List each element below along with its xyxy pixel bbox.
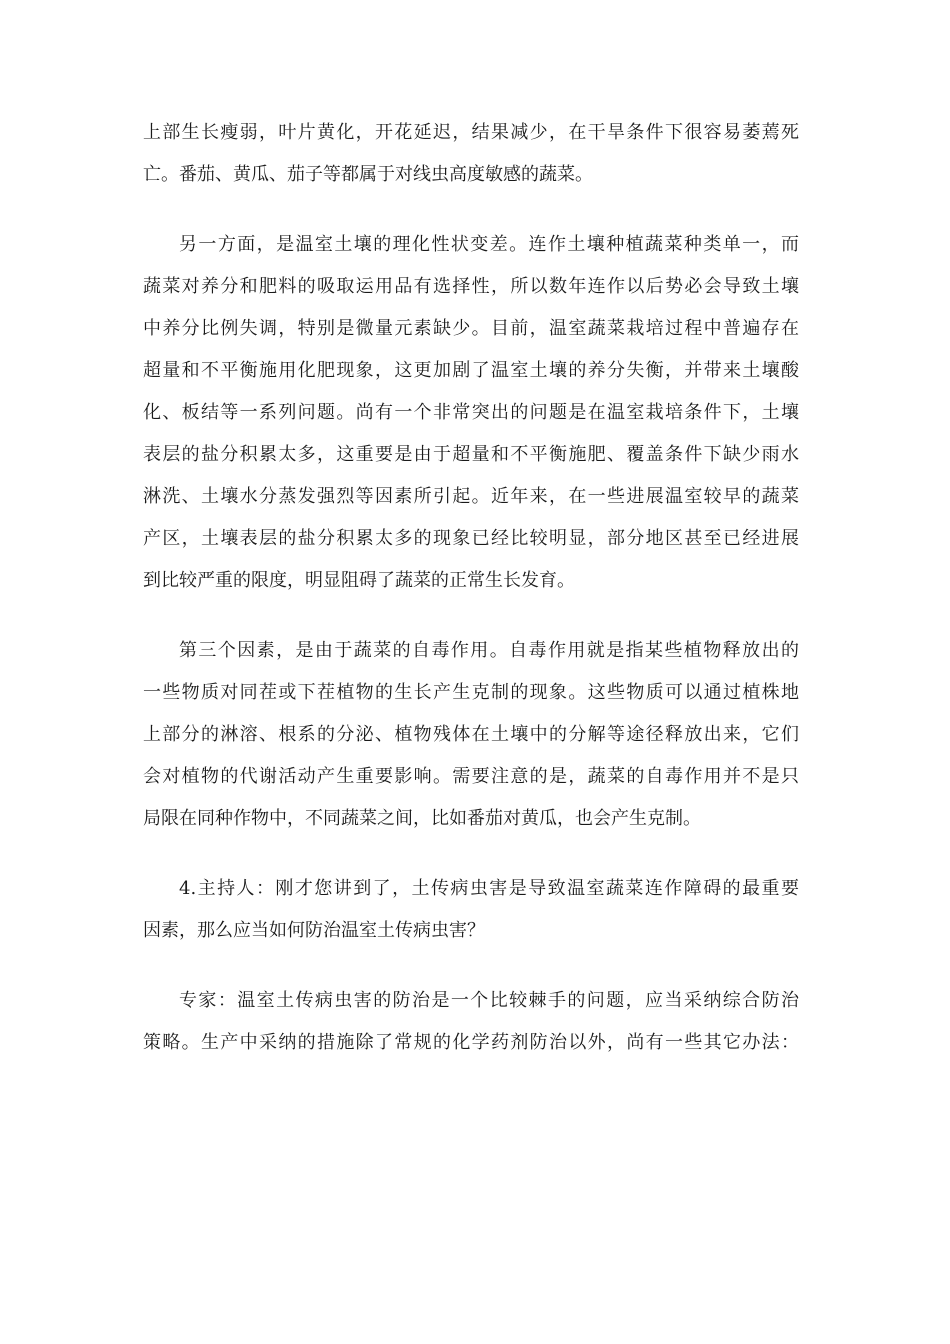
- paragraph-first-line: 另一方面，是温室土壤的理化性状变差。连作土壤种植蔬菜种类单一，而: [179, 234, 799, 255]
- paragraph-first-line: 4.主持人：刚才您讲到了，土传病虫害是导致温室蔬菜连作障碍的最重要: [179, 878, 799, 899]
- text-line: 上部分的淋溶、根系的分泌、植物残体在土壤中的分解等途径释放出来，它们: [143, 724, 799, 745]
- text-line: 淋洗、土壤水分蒸发强烈等因素所引起。近年来，在一些进展温室较早的蔬菜: [143, 486, 799, 507]
- paragraph-first-line: 第三个因素，是由于蔬菜的自毒作用。自毒作用就是指某些植物释放出的: [179, 640, 799, 661]
- text-line: 表层的盐分积累太多，这重要是由于超量和不平衡施肥、覆盖条件下缺少雨水: [143, 444, 799, 465]
- text-line: 中养分比例失调，特别是微量元素缺少。目前，温室蔬菜栽培过程中普遍存在: [143, 318, 799, 339]
- text-line: 会对植物的代谢活动产生重要影响。需要注意的是，蔬菜的自毒作用并不是只: [143, 766, 799, 787]
- text-line: 策略。生产中采纳的措施除了常规的化学药剂防治以外，尚有一些其它办法：: [143, 1032, 799, 1053]
- text-line: 一些物质对同茬或下茬植物的生长产生克制的现象。这些物质可以通过植株地: [143, 682, 799, 703]
- text-line: 超量和不平衡施用化肥现象，这更加剧了温室土壤的养分失衡，并带来土壤酸: [143, 360, 799, 381]
- text-line: 因素，那么应当如何防治温室土传病虫害？: [143, 920, 485, 941]
- text-line: 蔬菜对养分和肥料的吸取运用品有选择性，所以数年连作以后势必会导致土壤: [143, 276, 799, 297]
- text-line: 亡。番茄、黄瓜、茄子等都属于对线虫高度敏感的蔬菜。: [143, 164, 593, 185]
- text-line: 产区，土壤表层的盐分积累太多的现象已经比较明显，部分地区甚至已经进展: [143, 528, 799, 549]
- text-line: 上部生长瘦弱，叶片黄化，开花延迟，结果减少，在干旱条件下很容易萎蔫死: [143, 122, 799, 143]
- text-line: 局限在同种作物中，不同蔬菜之间，比如番茄对黄瓜，也会产生克制。: [143, 808, 701, 829]
- text-line: 化、板结等一系列问题。尚有一个非常突出的问题是在温室栽培条件下，土壤: [143, 402, 799, 423]
- paragraph-first-line: 专家：温室土传病虫害的防治是一个比较棘手的问题，应当采纳综合防治: [179, 990, 799, 1011]
- text-line: 到比较严重的限度，明显阻碍了蔬菜的正常生长发育。: [143, 570, 575, 591]
